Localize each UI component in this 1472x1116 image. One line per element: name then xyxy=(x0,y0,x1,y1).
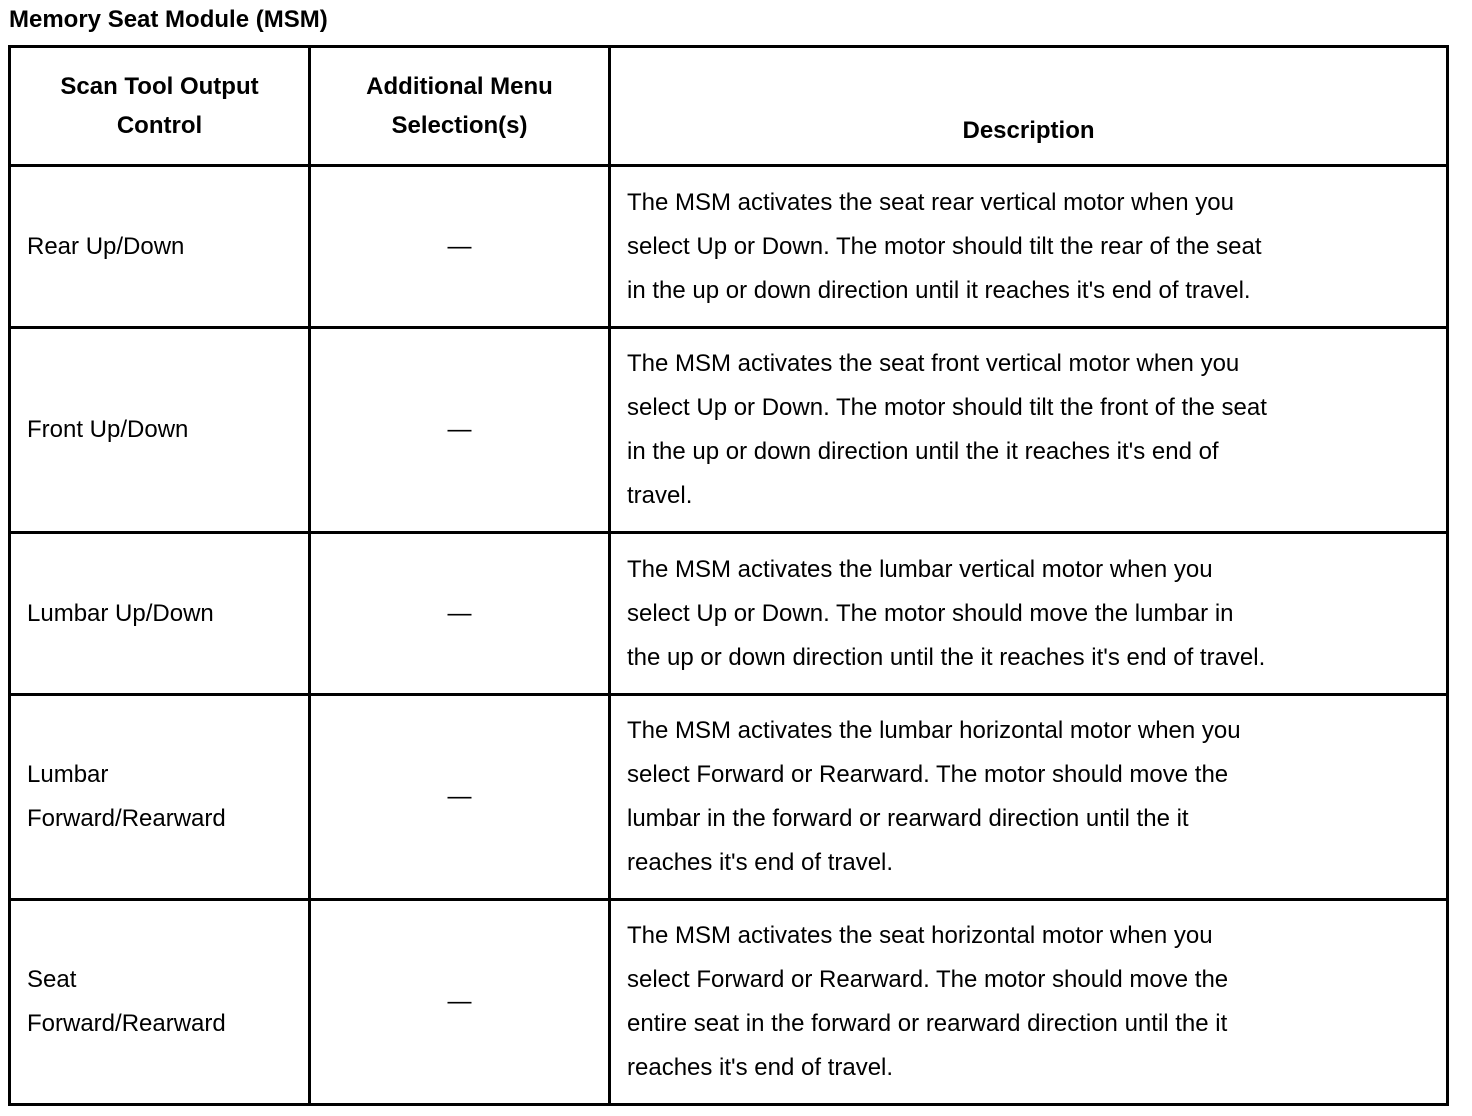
description-line: select Up or Down. The motor should tilt the rear of the seat xyxy=(627,232,1262,260)
control-cell xyxy=(10,328,310,533)
control-line: Seat xyxy=(27,966,77,993)
output-control-table xyxy=(8,45,1449,1106)
control-line: Forward/Rearward xyxy=(27,805,226,832)
control-cell xyxy=(10,900,310,1105)
description-line: select Forward or Rearward. The motor should move the xyxy=(627,966,1229,993)
table-row xyxy=(10,166,1448,328)
page-title: Memory Seat Module (MSM) xyxy=(9,6,328,33)
description-cell xyxy=(610,900,1448,1105)
description-line: in the up or down direction until the it reaches it's end of xyxy=(627,438,1219,465)
header-line: Control xyxy=(116,112,203,139)
header-description: Description xyxy=(610,47,1448,166)
description-line: The MSM activates the lumbar horizontal motor when you xyxy=(627,717,1241,744)
table-row xyxy=(10,900,1448,1105)
control-line: Lumbar Up/Down xyxy=(27,599,214,627)
menu-selection-cell: — xyxy=(310,533,610,695)
description-line: in the up or down direction until it reaches it's end of travel. xyxy=(627,276,1251,304)
control-cell xyxy=(10,695,310,900)
menu-selection-cell: — xyxy=(310,695,610,900)
control-cell xyxy=(10,533,310,695)
header-row xyxy=(10,47,1448,166)
description-line: lumbar in the forward or rearward direction until the it xyxy=(627,805,1189,832)
menu-selection-cell: — xyxy=(310,166,610,328)
control-line: Rear Up/Down xyxy=(27,232,185,260)
header-line: Scan Tool Output xyxy=(60,73,259,100)
header-scan-tool-output-control xyxy=(10,47,310,166)
table-header xyxy=(10,47,1448,166)
header-additional-menu-selections xyxy=(310,47,610,166)
menu-selection-cell: — xyxy=(310,900,610,1105)
control-line: Front Up/Down xyxy=(27,416,189,443)
description-line: travel. xyxy=(627,482,693,509)
control-line: Forward/Rearward xyxy=(27,1010,226,1037)
description-line: select Up or Down. The motor should tilt the front of the seat xyxy=(627,394,1267,421)
table-row xyxy=(10,695,1448,900)
header-line: Selection(s) xyxy=(391,112,528,139)
menu-selection-cell: — xyxy=(310,328,610,533)
description-line: select Forward or Rearward. The motor should move the xyxy=(627,761,1229,788)
description-cell xyxy=(610,695,1448,900)
description-cell xyxy=(610,533,1448,695)
control-cell xyxy=(10,166,310,328)
control-line: Lumbar xyxy=(27,761,109,788)
description-line: The MSM activates the seat rear vertical motor when you xyxy=(627,188,1234,216)
description-line: select Up or Down. The motor should move the lumbar in xyxy=(627,599,1234,627)
header-line: Additional Menu xyxy=(366,73,553,100)
description-cell xyxy=(610,328,1448,533)
table-row xyxy=(10,328,1448,533)
table-body xyxy=(10,166,1448,1105)
description-cell xyxy=(610,166,1448,328)
description-line: The MSM activates the lumbar vertical motor when you xyxy=(627,555,1213,583)
description-line: reaches it's end of travel. xyxy=(627,849,894,876)
description-line: the up or down direction until the it reaches it's end of travel. xyxy=(627,643,1266,671)
table-row xyxy=(10,533,1448,695)
description-line: entire seat in the forward or rearward direction until the it xyxy=(627,1010,1228,1037)
description-line: The MSM activates the seat horizontal motor when you xyxy=(627,922,1213,949)
description-line: reaches it's end of travel. xyxy=(627,1054,894,1081)
description-line: The MSM activates the seat front vertical motor when you xyxy=(627,350,1240,377)
